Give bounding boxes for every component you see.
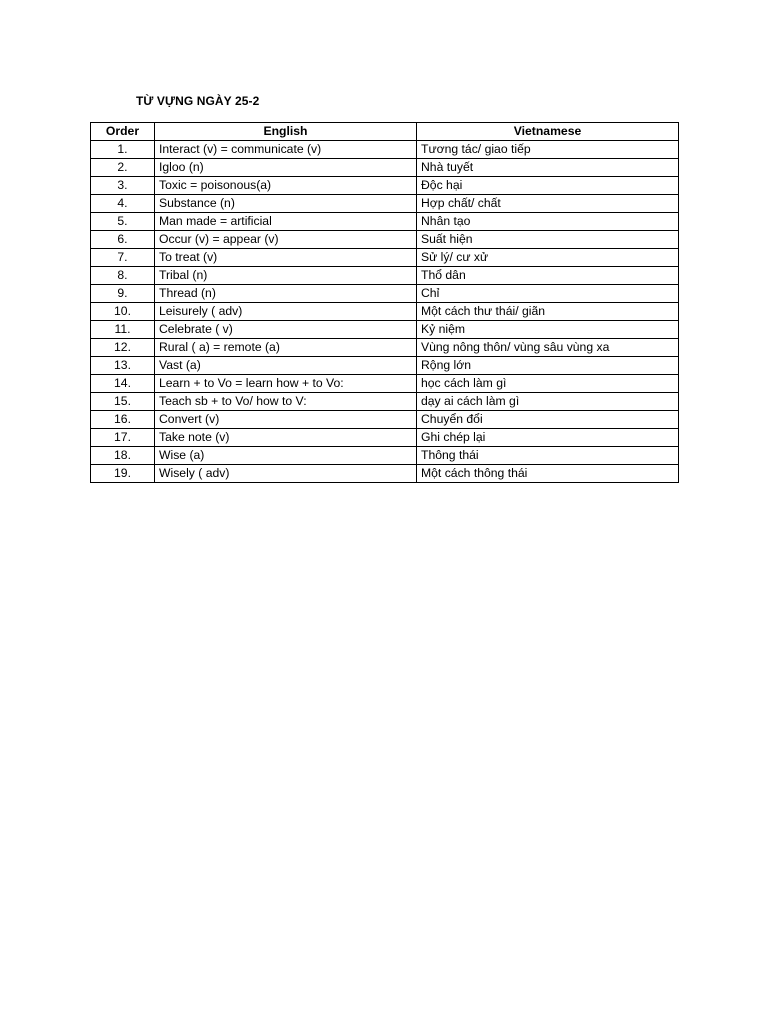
document-title: TỪ VỰNG NGÀY 25-2 [136,94,260,108]
order-cell: 11. [91,321,155,339]
table-row [91,393,679,411]
table-row [91,177,679,195]
table-row [91,465,679,483]
english-cell: Vast (a) [155,357,417,375]
table-row [91,447,679,465]
order-cell: 6. [91,231,155,249]
table-row [91,231,679,249]
vietnamese-cell: Suất hiện [417,231,679,249]
order-cell: 2. [91,159,155,177]
english-cell: Wise (a) [155,447,417,465]
vietnamese-cell: Ghi chép lại [417,429,679,447]
english-cell: Wisely ( adv) [155,465,417,483]
table-row [91,321,679,339]
table-row [91,411,679,429]
english-cell: Substance (n) [155,195,417,213]
order-cell: 1. [91,141,155,159]
order-cell: 15. [91,393,155,411]
table-row [91,429,679,447]
table-row [91,267,679,285]
vietnamese-cell: dạy ai cách làm gì [417,393,679,411]
table-row [91,303,679,321]
vietnamese-cell: học cách làm gì [417,375,679,393]
vietnamese-cell: Kỷ niệm [417,321,679,339]
vietnamese-cell: Một cách thông thái [417,465,679,483]
order-cell: 8. [91,267,155,285]
order-cell: 7. [91,249,155,267]
vietnamese-cell: Vùng nông thôn/ vùng sâu vùng xa [417,339,679,357]
vietnamese-cell: Nhân tạo [417,213,679,231]
english-cell: Learn + to Vo = learn how + to Vo: [155,375,417,393]
order-cell: 12. [91,339,155,357]
english-cell: Occur (v) = appear (v) [155,231,417,249]
table-row [91,339,679,357]
english-cell: Celebrate ( v) [155,321,417,339]
vietnamese-cell: Tương tác/ giao tiếp [417,141,679,159]
english-cell: Take note (v) [155,429,417,447]
english-cell: Man made = artificial [155,213,417,231]
table-body [91,141,679,483]
header-english: English [155,123,417,141]
vietnamese-cell: Thổ dân [417,267,679,285]
order-cell: 4. [91,195,155,213]
order-cell: 9. [91,285,155,303]
english-cell: Igloo (n) [155,159,417,177]
english-cell: Teach sb + to Vo/ how to V: [155,393,417,411]
vietnamese-cell: Rộng lớn [417,357,679,375]
vietnamese-cell: Chỉ [417,285,679,303]
english-cell: Interact (v) = communicate (v) [155,141,417,159]
english-cell: To treat (v) [155,249,417,267]
table-row [91,249,679,267]
vietnamese-cell: Hợp chất/ chất [417,195,679,213]
header-order: Order [91,123,155,141]
order-cell: 16. [91,411,155,429]
order-cell: 5. [91,213,155,231]
english-cell: Toxic = poisonous(a) [155,177,417,195]
table-row [91,375,679,393]
header-vietnamese: Vietnamese [417,123,679,141]
vietnamese-cell: Nhà tuyết [417,159,679,177]
order-cell: 18. [91,447,155,465]
table-row [91,357,679,375]
order-cell: 19. [91,465,155,483]
table-row [91,159,679,177]
table-row [91,195,679,213]
vietnamese-cell: Thông thái [417,447,679,465]
english-cell: Rural ( a) = remote (a) [155,339,417,357]
order-cell: 14. [91,375,155,393]
order-cell: 3. [91,177,155,195]
vietnamese-cell: Chuyển đổi [417,411,679,429]
english-cell: Tribal (n) [155,267,417,285]
order-cell: 10. [91,303,155,321]
table-row [91,213,679,231]
english-cell: Convert (v) [155,411,417,429]
order-cell: 13. [91,357,155,375]
table-row [91,285,679,303]
vocabulary-table [90,122,679,483]
english-cell: Leisurely ( adv) [155,303,417,321]
vietnamese-cell: Một cách thư thái/ giãn [417,303,679,321]
table-row [91,141,679,159]
english-cell: Thread (n) [155,285,417,303]
vietnamese-cell: Sử lý/ cư xử [417,249,679,267]
order-cell: 17. [91,429,155,447]
vietnamese-cell: Độc hại [417,177,679,195]
table-header-row [91,123,679,141]
